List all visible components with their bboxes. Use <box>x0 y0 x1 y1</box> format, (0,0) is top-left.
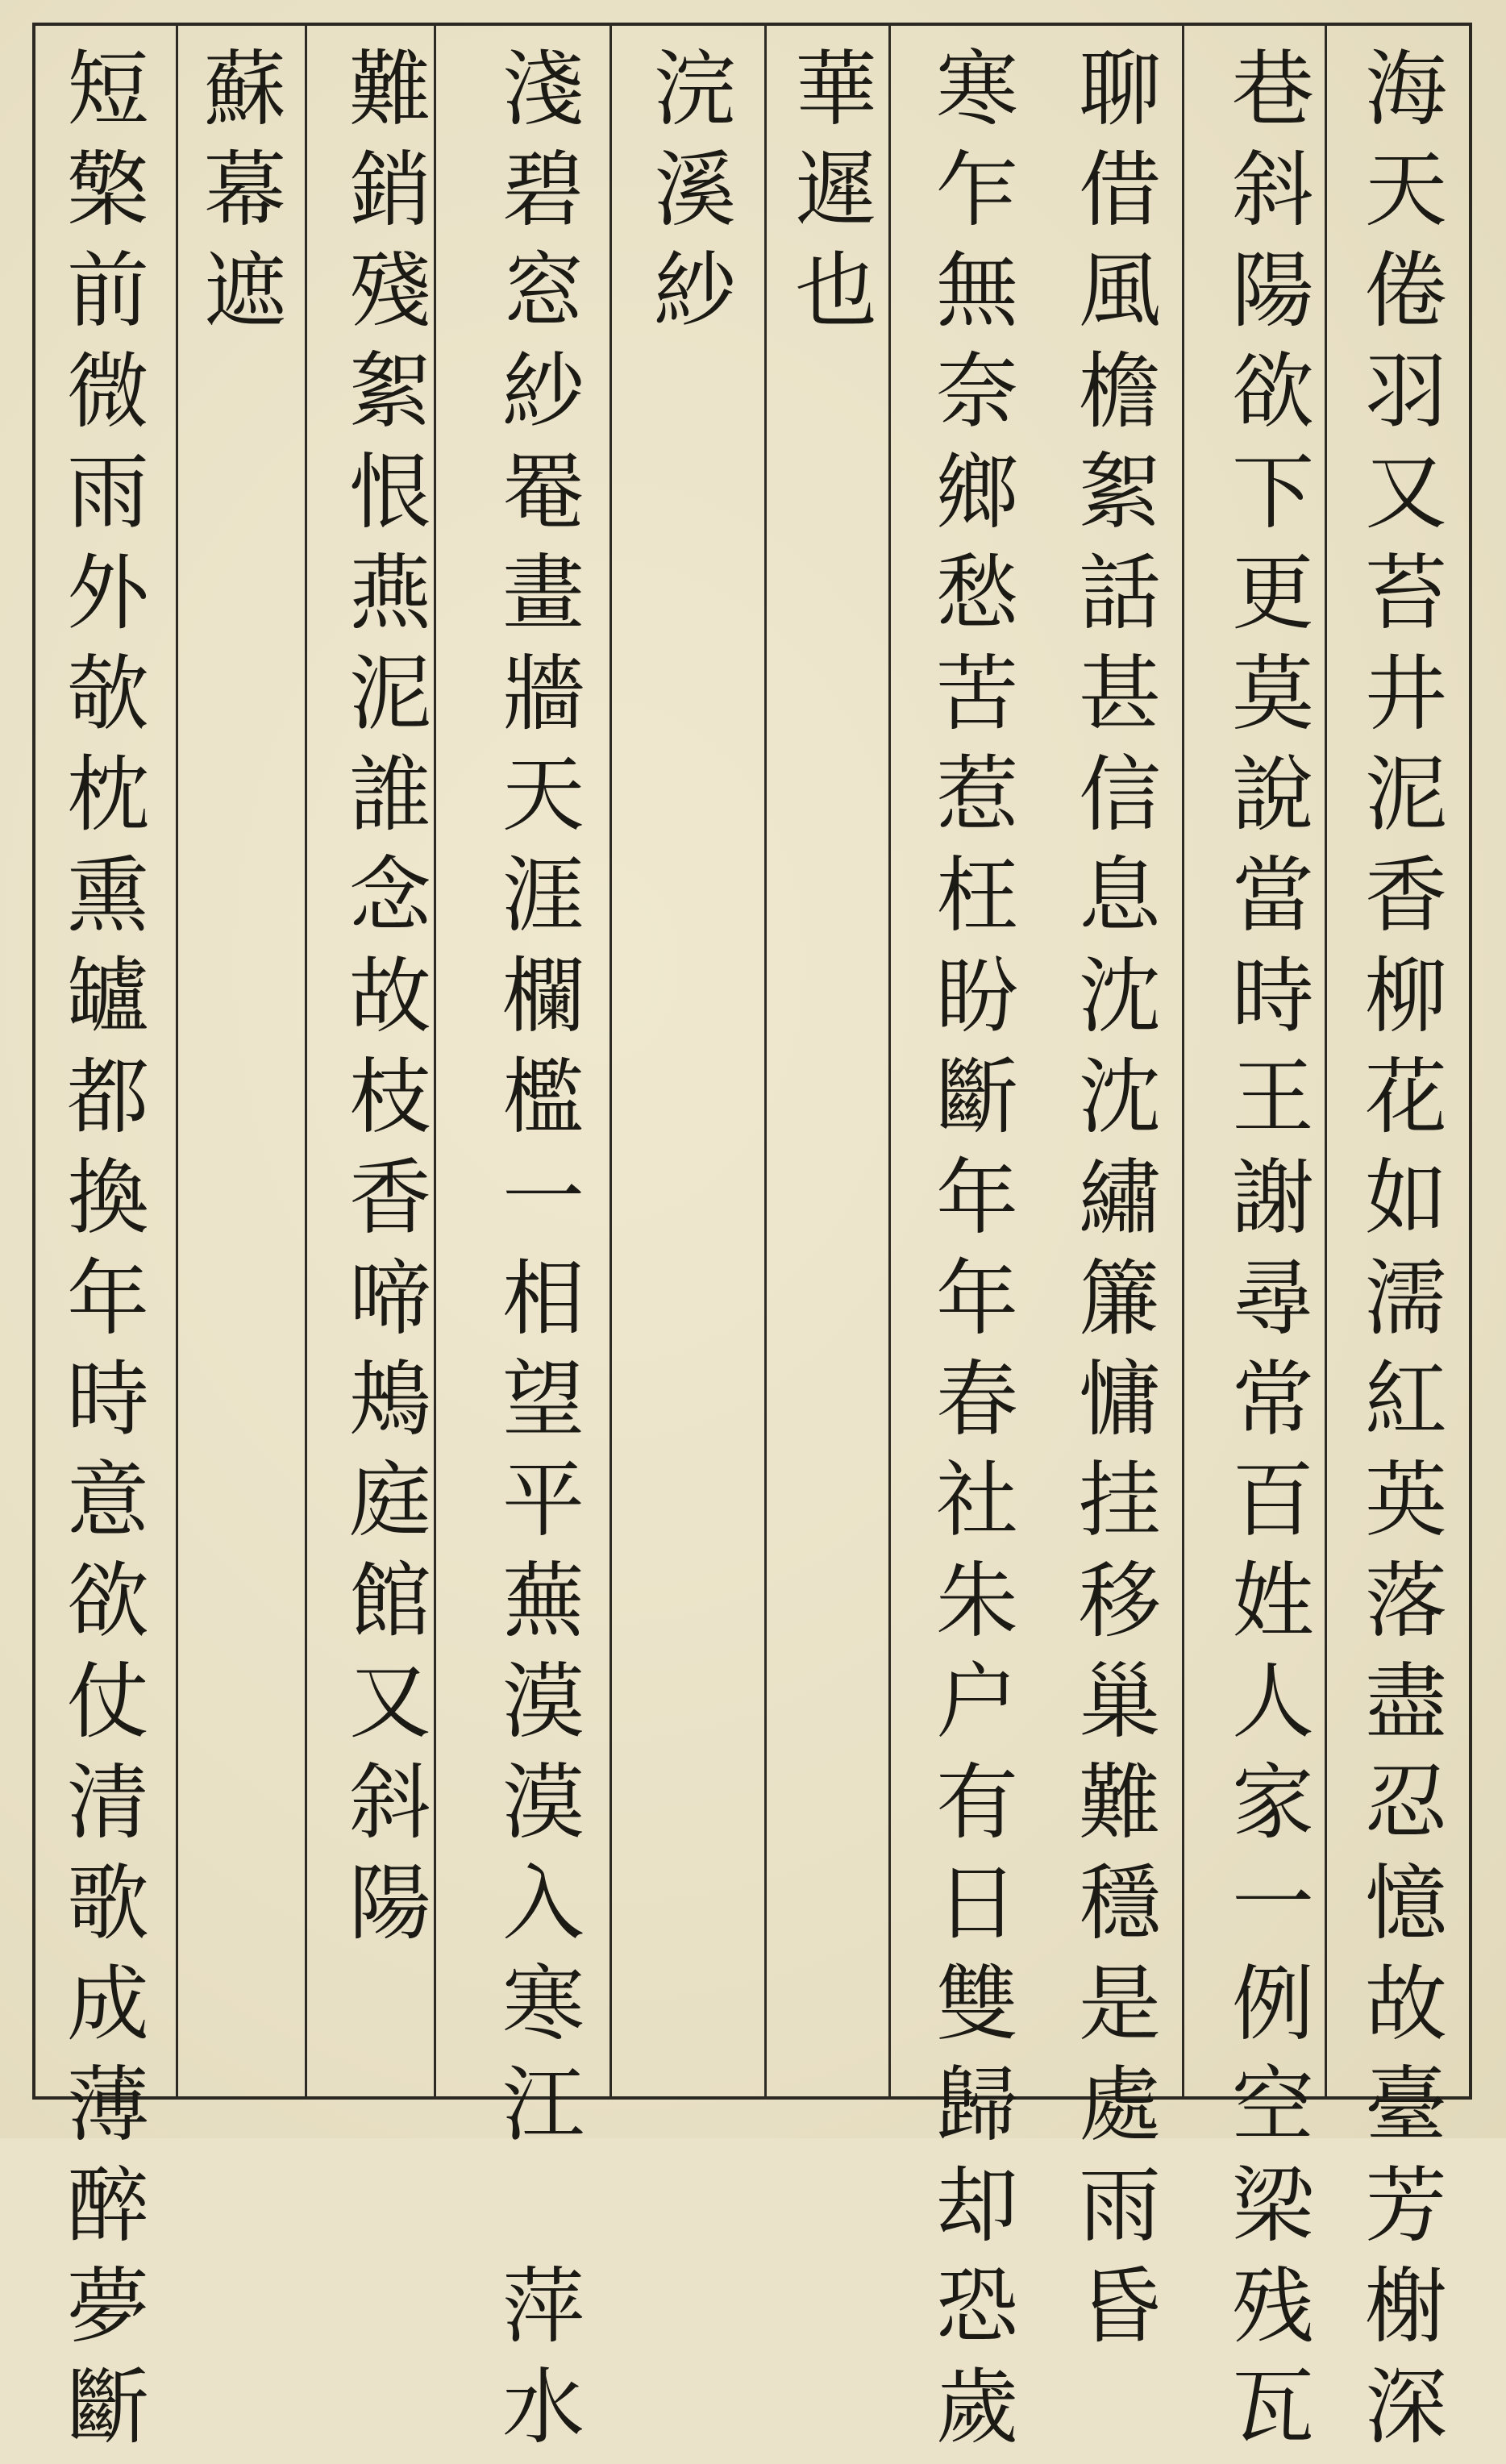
column-10-text: 短檠前微雨外欹枕熏罏都換年時意欲仗清歌成薄醉夢斷 <box>53 45 149 2464</box>
column-4-text: 寒乍無奈鄉愁苦惹枉盼斷年年春社朱户有日雙歸却恐歲 <box>922 45 1018 2464</box>
text-column-3 <box>1052 45 1173 2363</box>
text-column-5 <box>768 45 889 2093</box>
column-5-text: 華遲也 <box>781 45 877 348</box>
column-rule <box>305 23 307 2100</box>
text-column-9 <box>177 45 298 2093</box>
text-column-6 <box>627 45 748 2093</box>
column-8-text: 難銷殘絮恨燕泥誰念故枝香啼鴂庭館又斜陽 <box>335 45 431 1960</box>
column-1-text: 海天倦羽又苔井泥香柳花如濡紅英落盡忍憶故臺芳榭深 <box>1351 45 1447 2464</box>
column-rule <box>609 23 612 2100</box>
text-column-1 <box>1338 45 1459 2464</box>
text-column-8 <box>322 45 443 2093</box>
column-7-text: 淺碧窓紗罨畫牆天涯欄檻一相望平蕪漠漠入寒江 萍水 <box>489 45 585 2464</box>
column-rule <box>764 23 767 2100</box>
text-column-10 <box>40 45 161 2464</box>
column-rule <box>1182 23 1184 2100</box>
text-column-4 <box>909 45 1030 2464</box>
text-column-2 <box>1205 45 1326 2464</box>
ci-title-sumuzhe: 蘇幕遮 <box>190 45 286 348</box>
column-2-text: 巷斜陽欲下更莫說當時王謝尋常百姓人家一例空梁残瓦 <box>1218 45 1314 2464</box>
column-3-text: 聊借風檐絮話甚信息沈沈繡簾慵挂移巢難穩是處雨昏 <box>1065 45 1161 2363</box>
text-column-7 <box>476 45 597 2464</box>
ci-title-huanxisha: 浣溪紗 <box>640 45 736 348</box>
